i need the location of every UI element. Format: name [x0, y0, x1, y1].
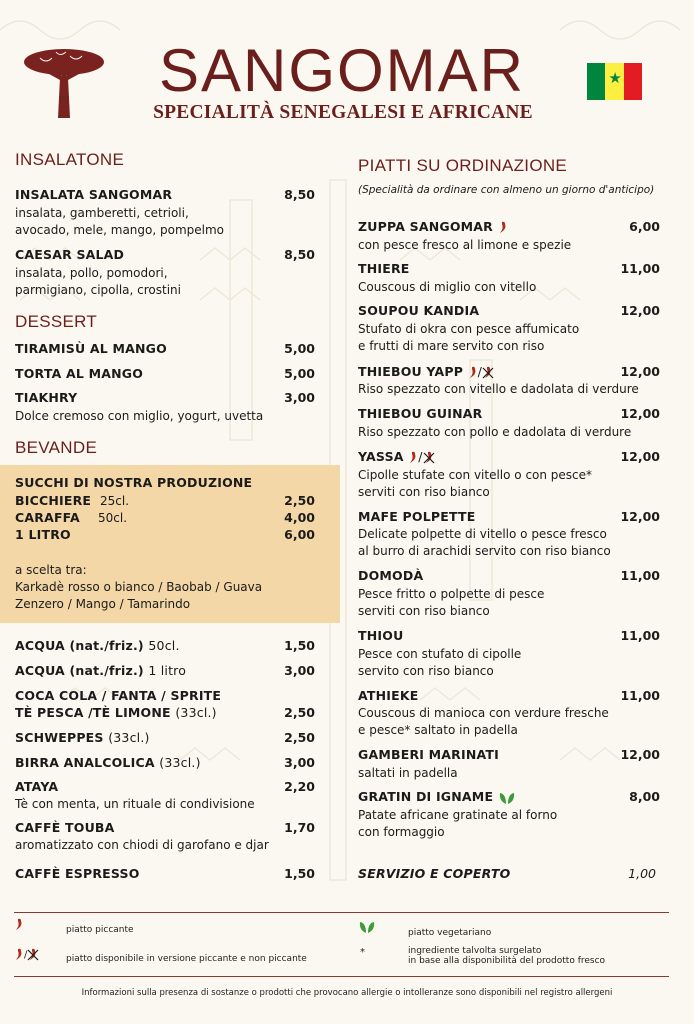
menu-item-price: 3,00 [284, 390, 315, 405]
section-piatti: PIATTI SU ORDINAZIONE [358, 156, 568, 175]
menu-item-name: ZUPPA SANGOMAR [358, 219, 493, 234]
servizio-label: SERVIZIO E COPERTO [358, 866, 511, 881]
slash-separator: / [418, 449, 423, 464]
menu-item-price: 8,50 [284, 187, 315, 202]
asterisk-symbol: * [360, 947, 365, 958]
menu-item-name: COCA COLA / FANTA / SPRITE [15, 688, 222, 703]
allergen-footer: Informazioni sulla presenza di sostanze o prodotti che provocano allergie o intolleranze sono disponibili nel registro allergeni [81, 988, 613, 998]
legend-doppio: piatto disponibile in versione piccante e non piccante [66, 954, 307, 964]
menu-item-name: TIRAMISÙ AL MANGO [15, 341, 167, 356]
menu-item-name: ACQUA (nat./friz.) [15, 663, 144, 678]
menu-item-desc: Delicate polpette di vitello o pesce fresco [358, 527, 607, 541]
menu-item-price: 2,20 [284, 779, 315, 794]
menu-item-name: CAESAR SALAD [15, 247, 125, 262]
menu-item-desc: servito con riso bianco [358, 664, 494, 678]
menu-item-price: 11,00 [620, 261, 660, 276]
menu-item-desc: serviti con riso bianco [358, 604, 490, 618]
menu-item-name: THIERE [358, 261, 410, 276]
menu-item-desc: Cipolle stufate con vitello o con pesce* [358, 468, 593, 482]
restaurant-title: SANGOMAR [158, 37, 526, 104]
menu-item-name: YASSA [358, 449, 404, 464]
menu-item-price: 1,50 [284, 638, 315, 653]
menu-item-price: 6,00 [629, 219, 660, 234]
chili-icon [14, 918, 24, 931]
menu-item-desc: saltati in padella [358, 766, 458, 780]
menu-item-qty: (33cl.) [159, 755, 201, 770]
baobab-tree-icon [20, 40, 108, 120]
menu-item-price: 4,00 [284, 510, 315, 525]
menu-item-qty: (33cl.) [175, 705, 217, 720]
chili-icon [14, 948, 24, 961]
no-chili-icon [27, 948, 39, 961]
legend-vegetariano: piatto vegetariano [408, 928, 492, 938]
menu-item-desc: insalata, gamberetti, cetrioli, [15, 206, 189, 220]
legend-piccante: piatto piccante [66, 925, 134, 935]
menu-item-name: DOMODÀ [358, 568, 424, 583]
menu-item-desc: Tè con menta, un rituale di condivisione [15, 797, 255, 811]
menu-item-price: 3,00 [284, 663, 315, 678]
menu-item-name: CAFFÈ ESPRESSO [15, 866, 140, 881]
menu-item-price: 12,00 [620, 364, 660, 379]
menu-item-desc: Couscous di manioca con verdure fresche [358, 706, 609, 720]
menu-item-desc: Couscous di miglio con vitello [358, 280, 537, 294]
leaf-icon [498, 791, 516, 805]
menu-item-desc: e pesce* saltato in padella [358, 723, 518, 737]
slash-separator: / [24, 949, 28, 961]
section-bevande: BEVANDE [15, 438, 98, 457]
menu-item-price: 12,00 [620, 406, 660, 421]
succhi-choice-list: Zenzero / Mango / Tamarindo [15, 597, 191, 611]
menu-item-name: GAMBERI MARINATI [358, 747, 499, 762]
divider [14, 976, 669, 977]
divider [14, 912, 669, 913]
menu-item-name: ACQUA (nat./friz.) [15, 638, 144, 653]
menu-item-name: TÈ PESCA /TÈ LIMONE [15, 705, 171, 720]
menu-item-price: 12,00 [620, 509, 660, 524]
menu-item-desc: con pesce fresco al limone e spezie [358, 238, 572, 252]
menu-item-qty: (33cl.) [108, 730, 150, 745]
menu-item-name: ATAYA [15, 779, 59, 794]
menu-item-name: BICCHIERE [15, 493, 92, 508]
senegal-flag-icon: ★ [587, 63, 642, 100]
menu-item-price: 2,50 [284, 705, 315, 720]
menu-item-price: 2,50 [284, 730, 315, 745]
legend-double-icon [14, 948, 39, 961]
piatti-note: (Specialità da ordinare con almeno un giorno d'anticipo) [358, 184, 655, 196]
menu-item-name: GRATIN DI IGNAME [358, 789, 494, 804]
section-insalatone: INSALATONE [15, 150, 125, 169]
legend-surgelato [408, 946, 605, 966]
menu-item-price: 11,00 [620, 568, 660, 583]
menu-item-desc: Patate africane gratinate al forno [358, 808, 558, 822]
section-dessert: DESSERT [15, 312, 98, 331]
restaurant-subtitle: SPECIALITÀ SENEGALESI E AFRICANE [153, 102, 533, 123]
menu-item-qty: 50cl. [98, 511, 128, 525]
menu-item-desc: Stufato di okra con pesce affumicato [358, 322, 580, 336]
menu-item-name: ATHIEKE [358, 688, 419, 703]
menu-item-desc: Pesce fritto o polpette di pesce [358, 587, 545, 601]
menu-item-price: 12,00 [620, 303, 660, 318]
menu-item-desc: serviti con riso bianco [358, 485, 490, 499]
menu-item-price: 2,50 [284, 493, 315, 508]
menu-item-price: 1,70 [284, 820, 315, 835]
menu-item-name: THIOU [358, 628, 404, 643]
servizio-price: 1,00 [628, 866, 656, 881]
menu-item-price: 5,00 [284, 341, 315, 356]
menu-item-price: 5,00 [284, 366, 315, 381]
menu-item-desc: Dolce cremoso con miglio, yogurt, uvetta [15, 409, 264, 423]
leaf-icon [358, 920, 376, 934]
menu-item-name: TORTA AL MANGO [15, 366, 144, 381]
menu-item-qty: 1 litro [148, 663, 187, 678]
legend-surgelato-line1: ingrediente talvolta surgelato [408, 946, 542, 956]
menu-item-desc: Riso spezzato con pollo e dadolata di verdure [358, 425, 632, 439]
menu-item-price: 12,00 [620, 449, 660, 464]
no-chili-icon [423, 451, 435, 464]
menu-item-name: TIAKHRY [15, 390, 78, 405]
menu-item-name: SCHWEPPES [15, 730, 104, 745]
succhi-choice-list: Karkadè rosso o bianco / Baobab / Guava [15, 580, 263, 594]
menu-item-price: 8,00 [629, 789, 660, 804]
menu-item-name: THIEBOU GUINAR [358, 406, 483, 421]
menu-item-desc: e frutti di mare servito con riso [358, 339, 545, 353]
succhi-choice-label: a scelta tra: [15, 563, 87, 577]
menu-item-desc: al burro di arachidi servito con riso bianco [358, 544, 611, 558]
menu-item-price: 6,00 [284, 527, 315, 542]
chili-icon [468, 366, 478, 379]
menu-item-name: CAFFÈ TOUBA [15, 820, 115, 835]
menu-item-qty: 50cl. [148, 638, 180, 653]
menu-item-name: INSALATA SANGOMAR [15, 187, 173, 202]
menu-item-desc: insalata, pollo, pomodori, [15, 266, 168, 280]
menu-item-price: 3,00 [284, 755, 315, 770]
chili-icon [498, 221, 508, 234]
menu-item-price: 12,00 [620, 747, 660, 762]
succhi-title: SUCCHI DI NOSTRA PRODUZIONE [15, 475, 253, 490]
menu-item-desc: Pesce con stufato di cipolle [358, 647, 522, 661]
menu-item-price: 8,50 [284, 247, 315, 262]
menu-item-desc: aromatizzato con chiodi di garofano e djar [15, 838, 269, 852]
menu-item-desc: avocado, mele, mango, pompelmo [15, 223, 225, 237]
menu-item-price: 11,00 [620, 688, 660, 703]
menu-item-name: SOUPOU KANDIA [358, 303, 480, 318]
menu-item-qty: 25cl. [100, 494, 130, 508]
menu-item-desc: Riso spezzato con vitello e dadolata di verdure [358, 382, 639, 396]
no-chili-icon [482, 366, 494, 379]
menu-item-name: BIRRA ANALCOLICA [15, 755, 155, 770]
menu-item-price: 11,00 [620, 628, 660, 643]
menu-item-desc: parmigiano, cipolla, crostini [15, 283, 181, 297]
menu-item-name: CARAFFA [15, 510, 80, 525]
menu-item-name: MAFE POLPETTE [358, 509, 476, 524]
menu-item-price: 1,50 [284, 866, 315, 881]
menu-item-name: 1 LITRO [15, 527, 71, 542]
legend-surgelato-line2: in base alla disponibilità del prodotto fresco [408, 956, 606, 966]
menu-item-name: THIEBOU YAPP [358, 364, 464, 379]
chili-icon [408, 451, 418, 464]
menu-item-desc: con formaggio [358, 825, 445, 839]
slash-separator: / [477, 364, 483, 379]
